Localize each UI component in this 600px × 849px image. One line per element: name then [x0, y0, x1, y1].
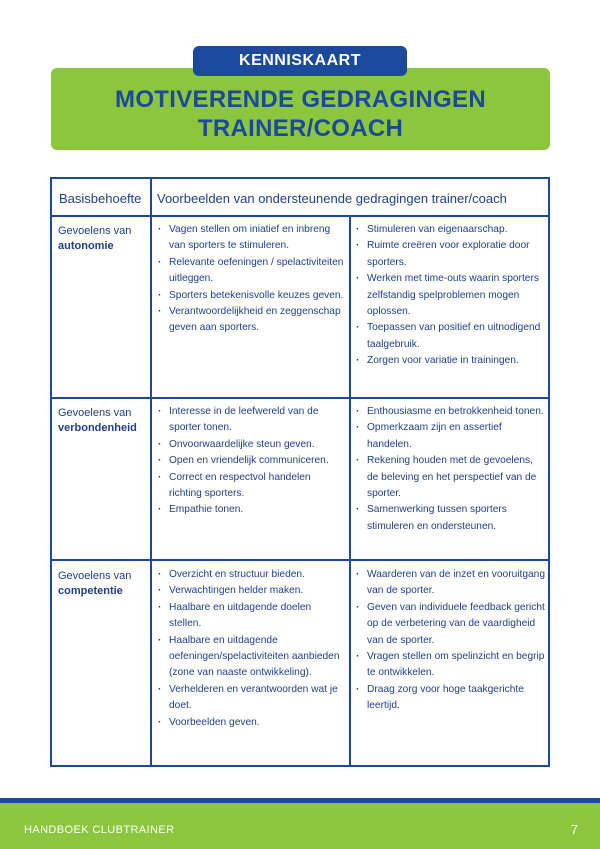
list-item: · Relevante oefeningen / spelactiviteiten uitleggen. [156, 255, 346, 288]
row-label-need: verbondenheid [58, 422, 137, 434]
list-item: · Open en vriendelijk communiceren. [156, 453, 346, 469]
footer-book-title: HANDBOEK CLUBTRAINER [24, 824, 175, 836]
column-header-basic-need: Basisbehoefte [59, 190, 142, 206]
row-label-need: autonomie [58, 240, 114, 252]
competentie-examples-right [354, 567, 546, 715]
list-item: · Vagen stellen om iniatief en inbreng van sporters te stimuleren. [156, 222, 346, 255]
list-item: · Samenwerking tussen sporters stimuleren en ondersteunen. [354, 502, 546, 535]
list-item: · Waarderen van de inzet en vooruitgang van de sporter. [354, 567, 546, 600]
row-label-prefix: Gevoelens van [58, 407, 132, 419]
row-label-prefix: Gevoelens van [58, 225, 132, 237]
list-item: · Overzicht en structuur bieden. [156, 567, 346, 583]
list-item: · Draag zorg voor hoge taakgerichte leertijd. [354, 682, 546, 715]
page-number: 7 [570, 822, 578, 837]
list-item: · Verwachtingen helder maken. [156, 583, 346, 599]
row-divider-2 [52, 559, 548, 561]
autonomie-examples-left [156, 222, 346, 337]
list-item: · Interesse in de leefwereld van de sporter tonen. [156, 404, 346, 437]
column-header-examples: Voorbeelden van ondersteunende gedragingen trainer/coach [157, 190, 507, 206]
autonomie-examples-right [354, 222, 546, 370]
verbondenheid-examples-right [354, 404, 546, 535]
row-label-need: competentie [58, 585, 123, 597]
row-label-verbondenheid [58, 406, 148, 436]
list-item: · Onvoorwaardelijke steun geven. [156, 437, 346, 453]
page-footer [0, 798, 600, 849]
list-item: · Correct en respectvol handelen richting sporters. [156, 470, 346, 503]
row-label-prefix: Gevoelens van [58, 570, 132, 582]
competentie-examples-left [156, 567, 346, 731]
list-item: · Empathie tonen. [156, 502, 346, 518]
category-tag: KENNISKAART [193, 46, 407, 76]
list-item: · Vragen stellen om spelinzicht en begrip te ontwikkelen. [354, 649, 546, 682]
list-item: · Opmerkzaam zijn en assertief handelen. [354, 420, 546, 453]
list-item: · Enthousiasme en betrokkenheid tonen. [354, 404, 546, 420]
list-item: · Sporters betekenisvolle keuzes geven. [156, 288, 346, 304]
row-label-autonomie [58, 224, 148, 254]
list-item: · Toepassen van positief en uitnodigend taalgebruik. [354, 320, 546, 353]
list-item: · Haalbare en uitdagende doelen stellen. [156, 600, 346, 633]
list-item: · Stimuleren van eigenaarschap. [354, 222, 546, 238]
page-title-line-1: MOTIVERENDE GEDRAGINGEN [115, 86, 486, 113]
list-item: · Geven van individuele feedback gericht op de verbetering van de vaardigheid van de sporter. [354, 600, 546, 649]
list-item: · Verantwoordelijkheid en zeggenschap geven aan sporters. [156, 304, 346, 337]
row-label-competentie [58, 569, 148, 599]
column-divider-examples [349, 217, 351, 765]
list-item: · Werken met time-outs waarin sporters zelfstandig spelproblemen mogen oplossen. [354, 271, 546, 320]
verbondenheid-examples-left [156, 404, 346, 519]
list-item: · Ruimte creëren voor exploratie door sporters. [354, 238, 546, 271]
list-item: · Zorgen voor variatie in trainingen. [354, 353, 546, 369]
behaviour-table [50, 177, 550, 767]
list-item: · Verhelderen en verantwoorden wat je doet. [156, 682, 346, 715]
column-divider-label [150, 179, 152, 765]
title-banner [51, 68, 550, 150]
list-item: · Voorbeelden geven. [156, 715, 346, 731]
list-item: · Rekening houden met de gevoelens, de beleving en het perspectief van de sporter. [354, 453, 546, 502]
list-item: · Haalbare en uitdagende oefeningen/spelactiviteiten aanbieden (zone van naaste ontwikkeling). [156, 633, 346, 682]
row-divider-1 [52, 397, 548, 399]
page-title-line-2: TRAINER/COACH [197, 115, 404, 142]
